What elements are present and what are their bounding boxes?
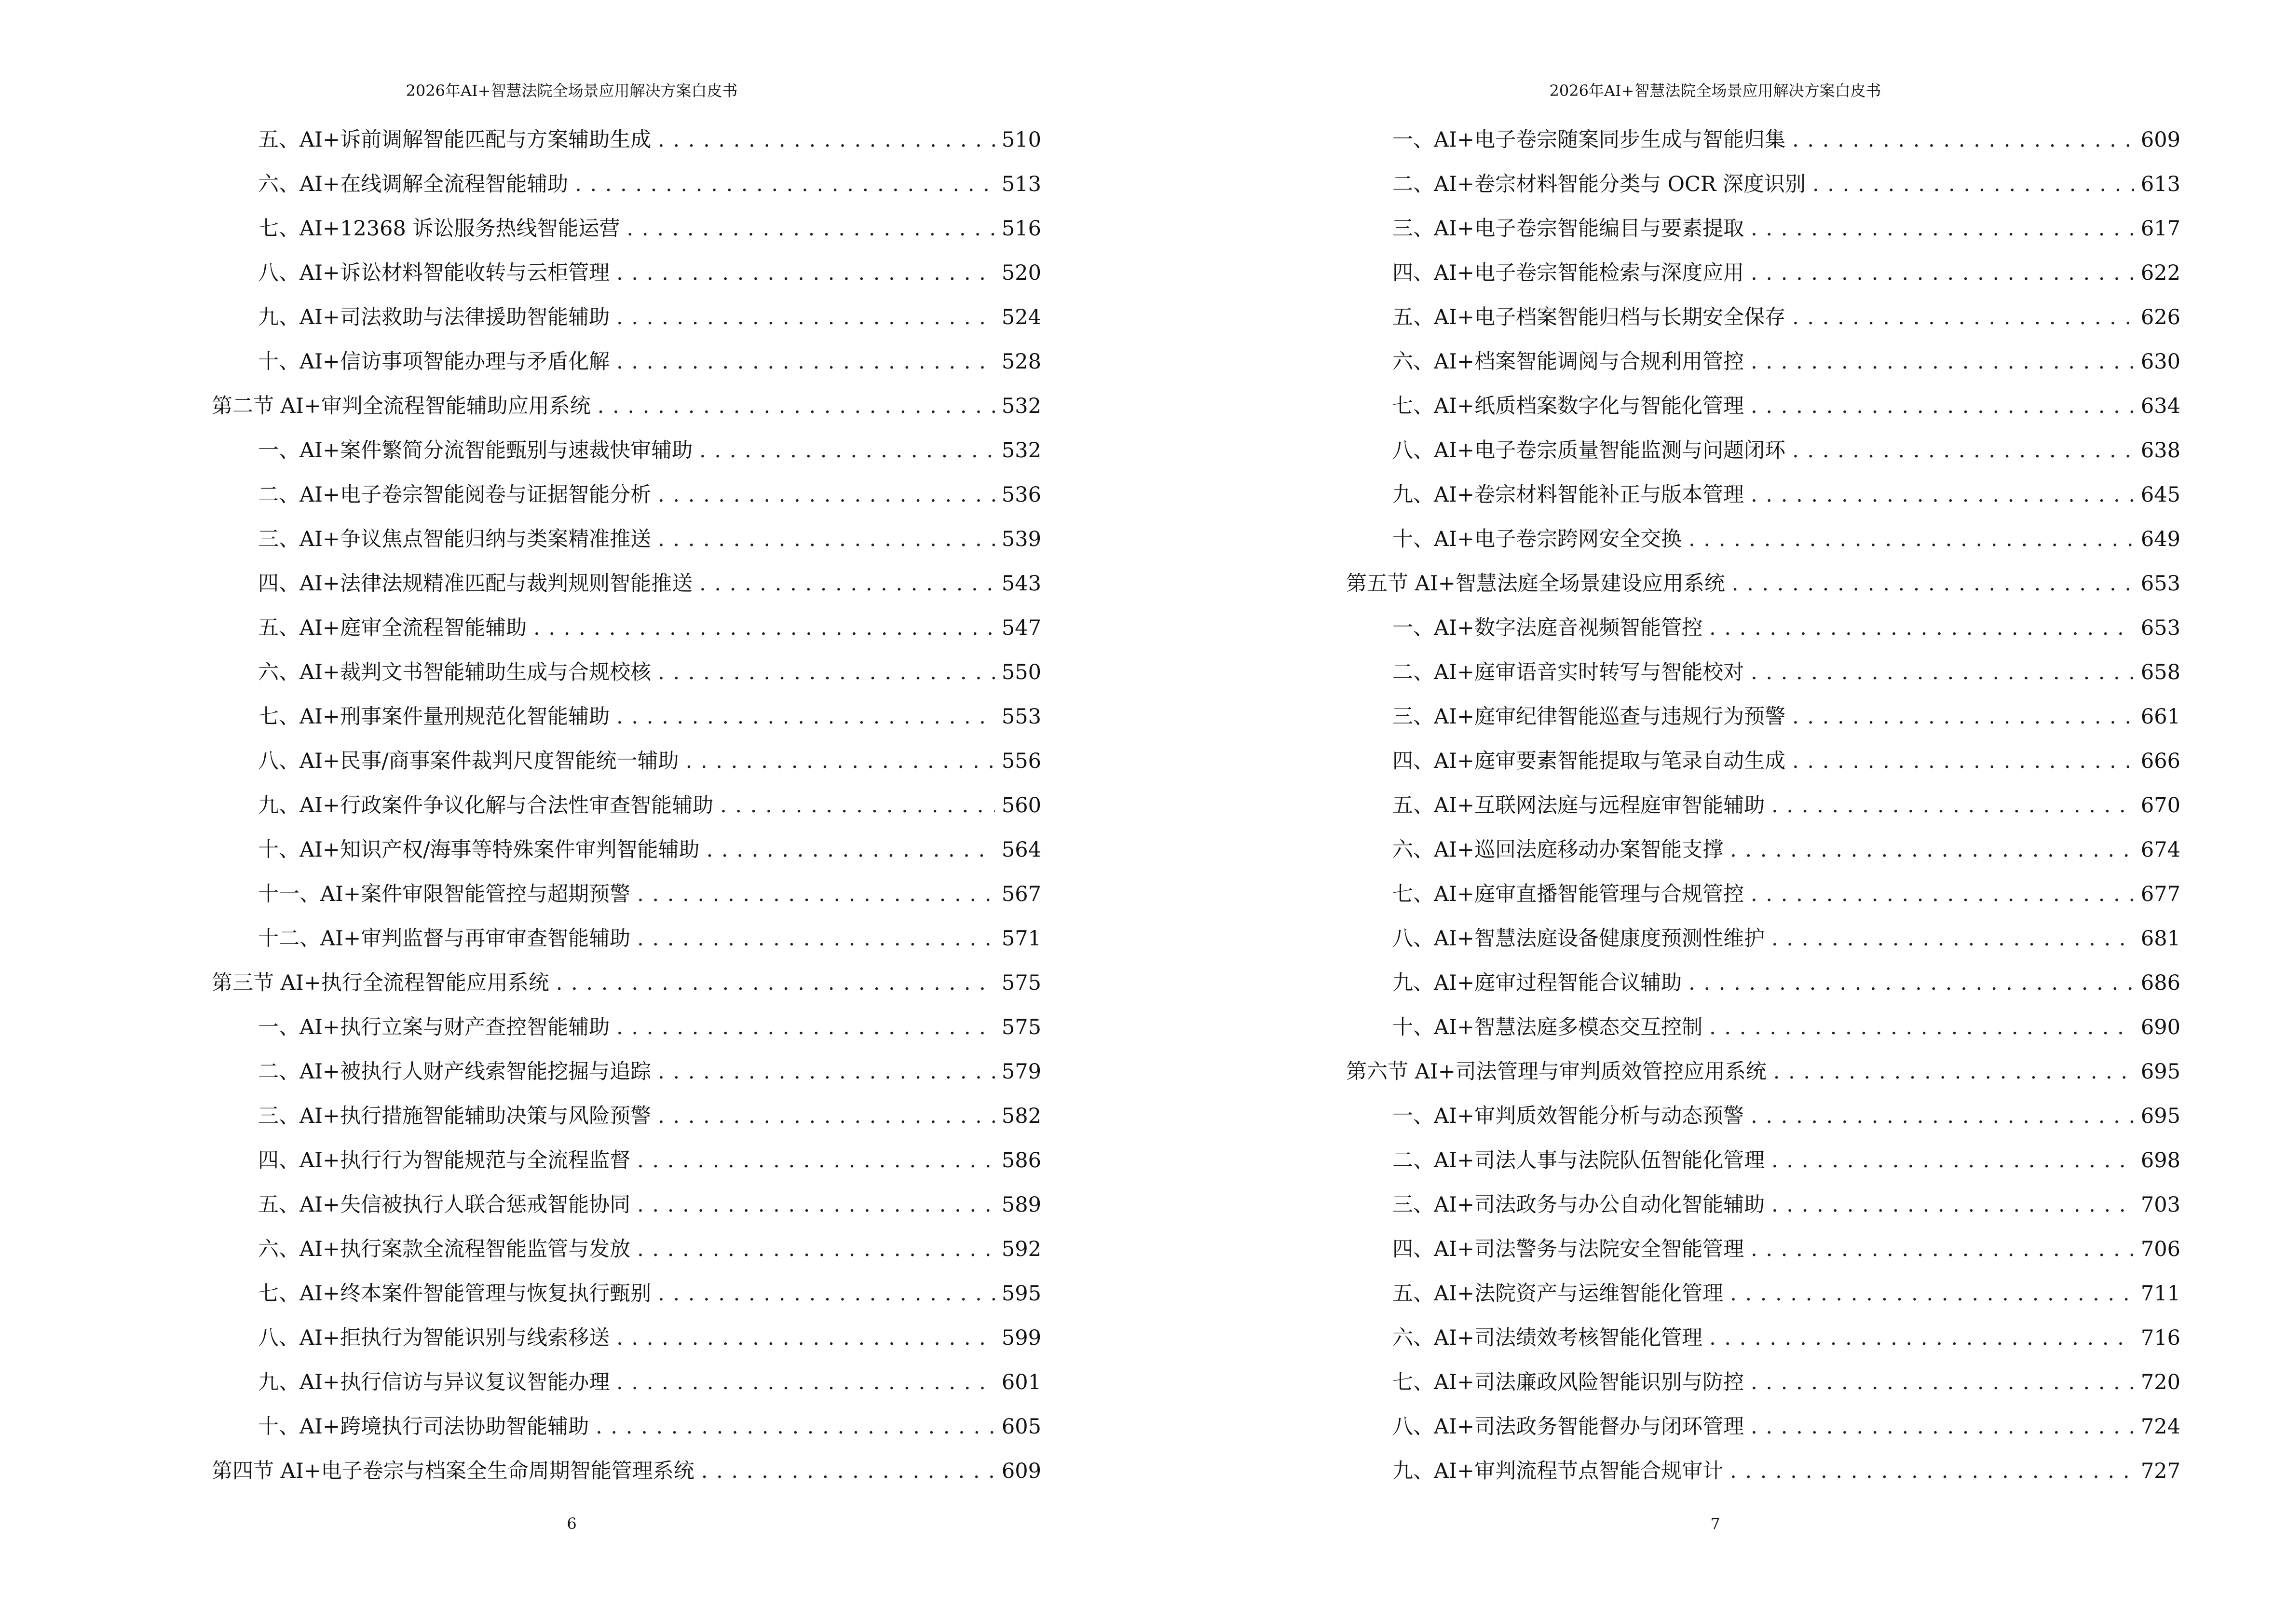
toc-item-entry[interactable] xyxy=(212,428,1041,473)
toc-item-entry[interactable] xyxy=(212,916,1041,961)
toc-entry-title: 四、AI+司法警务与法院安全智能管理 xyxy=(1392,1237,1744,1261)
toc-leader-dots xyxy=(1730,1449,2134,1493)
toc-page-number: 724 xyxy=(2140,1415,2180,1439)
toc-page-number: 520 xyxy=(1001,261,1041,285)
toc-leader-dots xyxy=(658,1094,995,1138)
toc-leader-dots xyxy=(1771,1138,2134,1183)
toc-entry-title: 五、AI+电子档案智能归档与长期安全保存 xyxy=(1392,305,1786,329)
toc-leader-dots xyxy=(1751,473,2134,517)
toc-leader-dots xyxy=(596,1405,995,1449)
toc-page-number: 592 xyxy=(1001,1237,1041,1261)
toc-item-entry[interactable] xyxy=(1346,916,2180,961)
toc-leader-dots xyxy=(1771,1183,2134,1227)
toc-page-number: 645 xyxy=(2140,483,2180,507)
toc-section-entry[interactable] xyxy=(1346,561,2180,606)
toc-entry-title: 七、AI+纸质档案数字化与智能化管理 xyxy=(1392,394,1744,418)
toc-page-number: 571 xyxy=(1001,927,1041,951)
toc-entry-title: 七、AI+司法廉政风险智能识别与防控 xyxy=(1392,1370,1744,1394)
toc-page-number: 653 xyxy=(2140,572,2180,596)
toc-entry-title: 七、AI+庭审直播智能管理与合规管控 xyxy=(1392,882,1744,906)
toc-item-entry[interactable] xyxy=(212,1050,1041,1094)
toc-item-entry[interactable] xyxy=(1346,1449,2180,1493)
toc-page-number: 666 xyxy=(2140,749,2180,773)
toc-page-number: 532 xyxy=(1001,394,1041,418)
toc-page-number: 638 xyxy=(2140,438,2180,463)
toc-leader-dots xyxy=(1792,739,2134,783)
toc-leader-dots xyxy=(598,384,995,428)
toc-leader-dots xyxy=(1751,650,2134,695)
toc-leader-dots xyxy=(1751,1094,2134,1138)
toc-item-entry[interactable] xyxy=(1346,1271,2180,1316)
toc-leader-dots xyxy=(616,1360,995,1405)
toc-leader-dots xyxy=(658,517,995,561)
toc-leader-dots xyxy=(627,206,995,251)
toc-item-entry[interactable] xyxy=(1346,384,2180,428)
toc-entry-title: 三、AI+庭审纪律智能巡查与违规行为预警 xyxy=(1392,705,1786,729)
toc-entry-title: 一、AI+执行立案与财产查控智能辅助 xyxy=(258,1015,610,1039)
toc-item-entry[interactable] xyxy=(1346,1005,2180,1050)
toc-entry-title: 六、AI+在线调解全流程智能辅助 xyxy=(258,172,569,196)
toc-item-entry[interactable] xyxy=(1346,1316,2180,1360)
toc-entry-title: 八、AI+司法政务智能督办与闭环管理 xyxy=(1392,1415,1744,1439)
toc-entry-title: 二、AI+被执行人财产线索智能挖掘与追踪 xyxy=(258,1060,652,1084)
toc-entry-title: 十、AI+智慧法庭多模态交互控制 xyxy=(1392,1015,1703,1039)
toc-item-entry[interactable] xyxy=(1346,251,2180,295)
toc-item-entry[interactable] xyxy=(212,1183,1041,1227)
toc-leader-dots xyxy=(658,118,995,162)
toc-page-number: 513 xyxy=(1001,172,1041,196)
toc-leader-dots xyxy=(637,916,995,961)
toc-item-entry[interactable] xyxy=(1346,473,2180,517)
toc-leader-dots xyxy=(701,1449,995,1493)
toc-page-number: 536 xyxy=(1001,483,1041,507)
toc-page-number: 711 xyxy=(2140,1282,2180,1306)
table-of-contents xyxy=(1346,118,2180,1493)
toc-leader-dots xyxy=(616,340,995,384)
toc-item-entry[interactable] xyxy=(1346,162,2180,206)
toc-item-entry[interactable] xyxy=(1346,1227,2180,1271)
toc-item-entry[interactable] xyxy=(1346,206,2180,251)
toc-page-number: 586 xyxy=(1001,1148,1041,1173)
toc-page-number: 649 xyxy=(2140,527,2180,551)
toc-leader-dots xyxy=(1688,517,2134,561)
toc-entry-title: 三、AI+司法政务与办公自动化智能辅助 xyxy=(1392,1193,1765,1217)
toc-entry-title: 八、AI+电子卷宗质量智能监测与问题闭环 xyxy=(1392,438,1786,463)
toc-item-entry[interactable] xyxy=(1346,1405,2180,1449)
toc-leader-dots xyxy=(1771,783,2134,828)
toc-entry-title: 一、AI+数字法庭音视频智能管控 xyxy=(1392,616,1703,640)
toc-item-entry[interactable] xyxy=(1346,1360,2180,1405)
toc-entry-title: 第二节 AI+审判全流程智能辅助应用系统 xyxy=(212,394,591,418)
toc-leader-dots xyxy=(616,1316,995,1360)
toc-item-entry[interactable] xyxy=(212,1138,1041,1183)
toc-page-number: 575 xyxy=(1001,971,1041,995)
toc-item-entry[interactable] xyxy=(1346,828,2180,872)
toc-entry-title: 九、AI+行政案件争议化解与合法性审查智能辅助 xyxy=(258,793,714,818)
toc-entry-title: 九、AI+卷宗材料智能补正与版本管理 xyxy=(1392,483,1744,507)
toc-page-number: 560 xyxy=(1001,793,1041,818)
toc-entry-title: 三、AI+争议焦点智能归纳与类案精准推送 xyxy=(258,527,652,551)
toc-item-entry[interactable] xyxy=(212,1316,1041,1360)
page-number: 7 xyxy=(1710,1515,1720,1533)
table-of-contents xyxy=(212,118,1041,1493)
toc-entry-title: 二、AI+司法人事与法院队伍智能化管理 xyxy=(1392,1148,1765,1173)
toc-entry-title: 第三节 AI+执行全流程智能应用系统 xyxy=(212,971,549,995)
toc-item-entry[interactable] xyxy=(212,650,1041,695)
toc-item-entry[interactable] xyxy=(1346,695,2180,739)
toc-leader-dots xyxy=(637,872,995,916)
toc-leader-dots xyxy=(1751,340,2134,384)
toc-entry-title: 五、AI+失信被执行人联合惩戒智能协同 xyxy=(258,1193,631,1217)
toc-page-number: 658 xyxy=(2140,660,2180,684)
toc-item-entry[interactable] xyxy=(212,606,1041,650)
toc-entry-title: 四、AI+法律法规精准匹配与裁判规则智能推送 xyxy=(258,572,693,596)
running-header: 2026年AI+智慧法院全场景应用解决方案白皮书 xyxy=(1549,82,1881,100)
toc-entry-title: 九、AI+执行信访与异议复议智能办理 xyxy=(258,1370,610,1394)
toc-page-number: 698 xyxy=(2140,1148,2180,1173)
toc-page-number: 510 xyxy=(1001,128,1041,152)
toc-item-entry[interactable] xyxy=(212,739,1041,783)
toc-entry-title: 一、AI+电子卷宗随案同步生成与智能归集 xyxy=(1392,128,1786,152)
toc-page-number: 670 xyxy=(2140,793,2180,818)
toc-item-entry[interactable] xyxy=(1346,1138,2180,1183)
toc-item-entry[interactable] xyxy=(1346,606,2180,650)
toc-page-number: 720 xyxy=(2140,1370,2180,1394)
toc-entry-title: 八、AI+诉讼材料智能收转与云柜管理 xyxy=(258,261,610,285)
toc-leader-dots xyxy=(1812,162,2134,206)
toc-page-number: 703 xyxy=(2140,1193,2180,1217)
toc-leader-dots xyxy=(658,473,995,517)
toc-leader-dots xyxy=(1792,428,2134,473)
toc-leader-dots xyxy=(1730,828,2134,872)
toc-leader-dots xyxy=(1771,916,2134,961)
page-number: 6 xyxy=(567,1515,577,1533)
toc-leader-dots xyxy=(616,695,995,739)
toc-section-entry[interactable] xyxy=(212,1449,1041,1493)
toc-page-number: 567 xyxy=(1001,882,1041,906)
toc-item-entry[interactable] xyxy=(1346,1183,2180,1227)
toc-entry-title: 二、AI+电子卷宗智能阅卷与证据智能分析 xyxy=(258,483,652,507)
toc-page-number: 727 xyxy=(2140,1459,2180,1483)
toc-page-number: 609 xyxy=(2140,128,2180,152)
toc-leader-dots xyxy=(1751,1405,2134,1449)
toc-item-entry[interactable] xyxy=(212,118,1041,162)
running-header: 2026年AI+智慧法院全场景应用解决方案白皮书 xyxy=(406,82,738,100)
toc-leader-dots xyxy=(720,783,995,828)
toc-entry-title: 十、AI+信访事项智能办理与矛盾化解 xyxy=(258,350,610,374)
toc-leader-dots xyxy=(1688,961,2134,1005)
toc-entry-title: 十一、AI+案件审限智能管控与超期预警 xyxy=(258,882,631,906)
toc-item-entry[interactable] xyxy=(1346,739,2180,783)
toc-page-number: 609 xyxy=(1001,1459,1041,1483)
toc-entry-title: 十、AI+知识产权/海事等特殊案件审判智能辅助 xyxy=(258,838,700,862)
toc-item-entry[interactable] xyxy=(212,517,1041,561)
toc-leader-dots xyxy=(533,606,995,650)
toc-leader-dots xyxy=(1751,872,2134,916)
toc-entry-title: 六、AI+裁判文书智能辅助生成与合规校核 xyxy=(258,660,652,684)
toc-entry-title: 第四节 AI+电子卷宗与档案全生命周期智能管理系统 xyxy=(212,1459,694,1483)
toc-page-number: 579 xyxy=(1001,1060,1041,1084)
toc-page-number: 690 xyxy=(2140,1015,2180,1039)
toc-page-number: 622 xyxy=(2140,261,2180,285)
toc-leader-dots xyxy=(699,428,995,473)
toc-item-entry[interactable] xyxy=(212,206,1041,251)
toc-leader-dots xyxy=(1709,1005,2134,1050)
toc-page-number: 543 xyxy=(1001,572,1041,596)
toc-leader-dots xyxy=(658,650,995,695)
toc-entry-title: 九、AI+审判流程节点智能合规审计 xyxy=(1392,1459,1724,1483)
toc-page-number: 686 xyxy=(2140,971,2180,995)
toc-item-entry[interactable] xyxy=(212,162,1041,206)
toc-page-number: 716 xyxy=(2140,1326,2180,1350)
toc-page-number: 661 xyxy=(2140,705,2180,729)
toc-entry-title: 五、AI+法院资产与运维智能化管理 xyxy=(1392,1282,1724,1306)
toc-entry-title: 第六节 AI+司法管理与审判质效管控应用系统 xyxy=(1346,1060,1767,1084)
toc-leader-dots xyxy=(616,1005,995,1050)
toc-leader-dots xyxy=(1709,606,2134,650)
toc-leader-dots xyxy=(699,561,995,606)
toc-item-entry[interactable] xyxy=(1346,428,2180,473)
toc-entry-title: 五、AI+诉前调解智能匹配与方案辅助生成 xyxy=(258,128,652,152)
toc-leader-dots xyxy=(658,1271,995,1316)
toc-page-number: 695 xyxy=(2140,1060,2180,1084)
toc-entry-title: 六、AI+司法绩效考核智能化管理 xyxy=(1392,1326,1703,1350)
toc-page-number: 575 xyxy=(1001,1015,1041,1039)
toc-entry-title: 八、AI+拒执行为智能识别与线索移送 xyxy=(258,1326,610,1350)
toc-entry-title: 六、AI+执行案款全流程智能监管与发放 xyxy=(258,1237,631,1261)
toc-entry-title: 三、AI+电子卷宗智能编目与要素提取 xyxy=(1392,217,1744,241)
toc-page-number: 564 xyxy=(1001,838,1041,862)
toc-entry-title: 二、AI+卷宗材料智能分类与 OCR 深度识别 xyxy=(1392,172,1806,196)
toc-page-number: 626 xyxy=(2140,305,2180,329)
toc-leader-dots xyxy=(1730,1271,2134,1316)
toc-entry-title: 三、AI+执行措施智能辅助决策与风险预警 xyxy=(258,1104,652,1128)
toc-page-number: 528 xyxy=(1001,350,1041,374)
toc-page-number: 599 xyxy=(1001,1326,1041,1350)
toc-leader-dots xyxy=(686,739,995,783)
toc-entry-title: 十、AI+跨境执行司法协助智能辅助 xyxy=(258,1415,589,1439)
toc-page-number: 674 xyxy=(2140,838,2180,862)
toc-item-entry[interactable] xyxy=(212,1360,1041,1405)
toc-entry-title: 九、AI+司法救助与法律援助智能辅助 xyxy=(258,305,610,329)
toc-leader-dots xyxy=(616,295,995,340)
toc-entry-title: 四、AI+执行行为智能规范与全流程监督 xyxy=(258,1148,631,1173)
toc-item-entry[interactable] xyxy=(212,695,1041,739)
toc-entry-title: 十二、AI+审判监督与再审审查智能辅助 xyxy=(258,927,631,951)
toc-leader-dots xyxy=(1751,384,2134,428)
toc-item-entry[interactable] xyxy=(1346,650,2180,695)
toc-item-entry[interactable] xyxy=(1346,783,2180,828)
toc-leader-dots xyxy=(1751,1360,2134,1405)
toc-leader-dots xyxy=(1792,295,2134,340)
toc-entry-title: 七、AI+刑事案件量刑规范化智能辅助 xyxy=(258,705,610,729)
toc-item-entry[interactable] xyxy=(212,1094,1041,1138)
toc-page-number: 601 xyxy=(1001,1370,1041,1394)
toc-leader-dots xyxy=(616,251,995,295)
toc-entry-title: 二、AI+庭审语音实时转写与智能校对 xyxy=(1392,660,1744,684)
toc-leader-dots xyxy=(658,1050,995,1094)
toc-item-entry[interactable] xyxy=(1346,872,2180,916)
toc-entry-title: 七、AI+终本案件智能管理与恢复执行甄别 xyxy=(258,1282,652,1306)
toc-item-entry[interactable] xyxy=(212,783,1041,828)
toc-leader-dots xyxy=(1792,118,2134,162)
toc-item-entry[interactable] xyxy=(1346,295,2180,340)
toc-entry-title: 五、AI+庭审全流程智能辅助 xyxy=(258,616,527,640)
toc-page-number: 613 xyxy=(2140,172,2180,196)
toc-entry-title: 一、AI+审判质效智能分析与动态预警 xyxy=(1392,1104,1744,1128)
toc-item-entry[interactable] xyxy=(1346,961,2180,1005)
toc-leader-dots xyxy=(1792,695,2134,739)
toc-entry-title: 十、AI+电子卷宗跨网安全交换 xyxy=(1392,527,1682,551)
toc-section-entry[interactable] xyxy=(212,384,1041,428)
toc-item-entry[interactable] xyxy=(212,828,1041,872)
toc-page-number: 550 xyxy=(1001,660,1041,684)
toc-leader-dots xyxy=(556,961,995,1005)
toc-page-number: 706 xyxy=(2140,1237,2180,1261)
toc-page-number: 681 xyxy=(2140,927,2180,951)
toc-item-entry[interactable] xyxy=(212,251,1041,295)
toc-item-entry[interactable] xyxy=(212,1227,1041,1271)
toc-item-entry[interactable] xyxy=(212,1405,1041,1449)
toc-page-number: 582 xyxy=(1001,1104,1041,1128)
toc-item-entry[interactable] xyxy=(1346,118,2180,162)
toc-item-entry[interactable] xyxy=(212,295,1041,340)
toc-page-number: 553 xyxy=(1001,705,1041,729)
toc-page-number: 630 xyxy=(2140,350,2180,374)
toc-entry-title: 五、AI+互联网法庭与远程庭审智能辅助 xyxy=(1392,793,1765,818)
toc-leader-dots xyxy=(1751,206,2134,251)
toc-leader-dots xyxy=(637,1183,995,1227)
toc-entry-title: 九、AI+庭审过程智能合议辅助 xyxy=(1392,971,1682,995)
toc-item-entry[interactable] xyxy=(1346,340,2180,384)
toc-entry-title: 一、AI+案件繁简分流智能甄别与速裁快审辅助 xyxy=(258,438,693,463)
toc-item-entry[interactable] xyxy=(1346,1094,2180,1138)
toc-page-number: 595 xyxy=(1001,1282,1041,1306)
toc-page-number: 695 xyxy=(2140,1104,2180,1128)
toc-entry-title: 四、AI+电子卷宗智能检索与深度应用 xyxy=(1392,261,1744,285)
toc-page-number: 532 xyxy=(1001,438,1041,463)
toc-page-number: 605 xyxy=(1001,1415,1041,1439)
toc-page-number: 617 xyxy=(2140,217,2180,241)
toc-item-entry[interactable] xyxy=(212,1005,1041,1050)
toc-page-number: 677 xyxy=(2140,882,2180,906)
toc-page-number: 653 xyxy=(2140,616,2180,640)
toc-page-number: 589 xyxy=(1001,1193,1041,1217)
toc-page-number: 547 xyxy=(1001,616,1041,640)
toc-leader-dots xyxy=(1732,561,2134,606)
toc-leader-dots xyxy=(1751,1227,2134,1271)
toc-entry-title: 六、AI+档案智能调阅与合规利用管控 xyxy=(1392,350,1744,374)
toc-item-entry[interactable] xyxy=(212,340,1041,384)
toc-page-number: 539 xyxy=(1001,527,1041,551)
toc-leader-dots xyxy=(1751,251,2134,295)
toc-section-entry[interactable] xyxy=(1346,1050,2180,1094)
toc-page-number: 634 xyxy=(2140,394,2180,418)
toc-entry-title: 四、AI+庭审要素智能提取与笔录自动生成 xyxy=(1392,749,1786,773)
toc-leader-dots xyxy=(1709,1316,2134,1360)
toc-item-entry[interactable] xyxy=(212,1271,1041,1316)
toc-section-entry[interactable] xyxy=(212,961,1041,1005)
toc-entry-title: 八、AI+智慧法庭设备健康度预测性维护 xyxy=(1392,927,1765,951)
toc-item-entry[interactable] xyxy=(212,473,1041,517)
toc-page-number: 516 xyxy=(1001,217,1041,241)
toc-item-entry[interactable] xyxy=(212,561,1041,606)
toc-entry-title: 第五节 AI+智慧法庭全场景建设应用系统 xyxy=(1346,572,1725,596)
toc-leader-dots xyxy=(1773,1050,2134,1094)
toc-entry-title: 七、AI+12368 诉讼服务热线智能运营 xyxy=(258,217,620,241)
toc-entry-title: 八、AI+民事/商事案件裁判尺度智能统一辅助 xyxy=(258,749,679,773)
toc-leader-dots xyxy=(637,1227,995,1271)
toc-entry-title: 六、AI+巡回法庭移动办案智能支撑 xyxy=(1392,838,1724,862)
toc-leader-dots xyxy=(707,828,995,872)
right-page xyxy=(1144,0,2287,1624)
toc-item-entry[interactable] xyxy=(1346,517,2180,561)
toc-page-number: 524 xyxy=(1001,305,1041,329)
toc-page-number: 556 xyxy=(1001,749,1041,773)
toc-item-entry[interactable] xyxy=(212,872,1041,916)
toc-leader-dots xyxy=(637,1138,995,1183)
toc-leader-dots xyxy=(575,162,995,206)
